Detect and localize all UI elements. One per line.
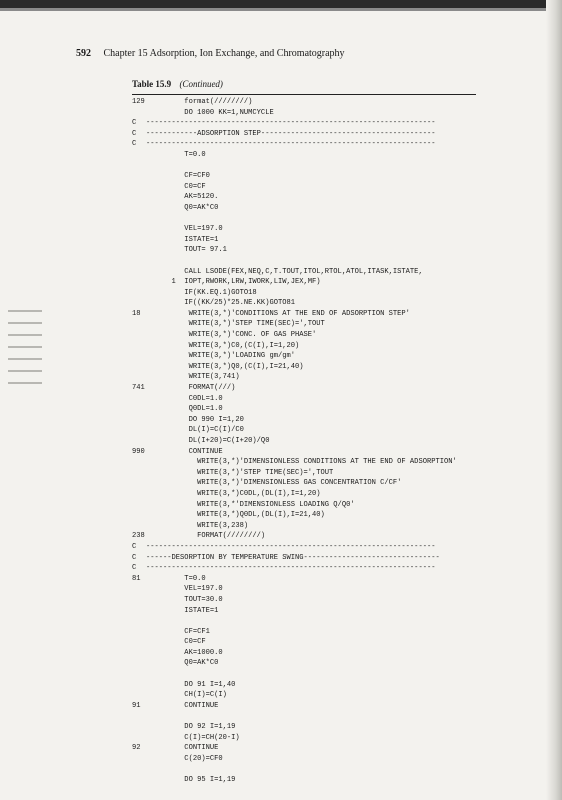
statement-label	[132, 637, 146, 648]
code-line	[132, 267, 476, 278]
code-text: DO 95 I=1,19	[146, 776, 236, 784]
statement-label: 238	[132, 532, 145, 541]
top-table-rule	[132, 94, 476, 95]
code-text: DO 1000 KK=1,NUMCYCLE	[146, 108, 274, 117]
statement-label	[132, 150, 146, 161]
page-edge-shadow	[546, 0, 562, 800]
statement-label	[132, 584, 146, 595]
statement-label	[132, 722, 146, 733]
statement-label	[132, 606, 146, 617]
code-text: AK=5120.	[146, 193, 219, 202]
code-text: TOUT= 97.1	[146, 246, 227, 255]
code-line	[132, 457, 476, 468]
code-line	[132, 775, 476, 786]
code-text: CF=CF1	[146, 627, 210, 636]
code-text: WRITE(3,*)C0DL,(DL(I),I=1,20)	[146, 489, 321, 498]
statement-label	[132, 690, 146, 701]
code-text: CF=CF0	[146, 172, 210, 181]
statement-label	[132, 245, 146, 256]
statement-label	[132, 521, 146, 532]
code-line	[132, 351, 476, 362]
code-line	[132, 161, 476, 172]
statement-label	[132, 616, 146, 627]
statement-label	[132, 341, 146, 352]
statement-label: 81	[132, 574, 141, 583]
code-line	[132, 478, 476, 489]
code-line	[132, 277, 476, 288]
code-line	[132, 542, 476, 553]
statement-label	[132, 372, 146, 383]
running-header	[76, 48, 506, 60]
code-text: WRITE(3,*)'DIMENSIONLESS CONDITIONS AT THE END OF ADSORPTION'	[146, 458, 457, 467]
table-number: Table 15.9	[132, 79, 172, 89]
code-text: WRITE(3,*)C0,(C(I),I=1,20)	[146, 341, 300, 350]
code-line	[132, 616, 476, 627]
code-line	[132, 330, 476, 341]
statement-label	[132, 224, 146, 235]
statement-label	[132, 500, 146, 511]
statement-label	[132, 298, 146, 309]
code-text: --------------------------------------------------------------------	[146, 119, 436, 128]
code-text: C(I)=CH(20-I)	[146, 733, 240, 742]
code-line	[132, 182, 476, 193]
code-line	[132, 97, 476, 108]
code-line	[132, 394, 476, 405]
code-line	[132, 415, 476, 426]
statement-label: 91	[132, 701, 141, 710]
statement-label	[132, 711, 146, 722]
statement-label	[132, 108, 146, 119]
code-text: VEL=197.0	[146, 585, 223, 594]
code-text: WRITE(3,*)'CONC. OF GAS PHASE'	[146, 331, 317, 340]
statement-label	[132, 489, 146, 500]
code-text: T=0.0	[146, 150, 206, 159]
code-text: WRITE(3,*)'STEP TIME(SEC)=',TOUT	[146, 320, 325, 329]
code-line	[132, 574, 476, 585]
code-line	[132, 108, 476, 119]
code-line	[132, 309, 476, 320]
code-text: WRITE(3,*)Q0,(C(I),I=21,40)	[146, 362, 304, 371]
code-line	[132, 341, 476, 352]
code-line	[132, 584, 476, 595]
code-line	[132, 648, 476, 659]
code-line	[132, 245, 476, 256]
statement-label: 18	[132, 309, 141, 318]
code-text: FORMAT(////////)	[146, 532, 266, 541]
statement-label	[132, 351, 146, 362]
statement-label	[132, 330, 146, 341]
code-text: WRITE(3,*)'DIMENSIONLESS GAS CONCENTRATION C/CF'	[146, 479, 402, 488]
statement-label	[132, 595, 146, 606]
code-line	[132, 606, 476, 617]
statement-label: C	[132, 119, 137, 128]
code-text: Q0=AK*C0	[146, 203, 219, 212]
bleed-through-marks	[8, 300, 42, 450]
code-text: C0DL=1.0	[146, 394, 223, 403]
statement-label	[132, 182, 146, 193]
statement-label	[132, 510, 146, 521]
table-caption	[132, 79, 223, 90]
statement-label	[132, 404, 146, 415]
code-text: FORMAT(///)	[146, 384, 236, 393]
statement-label	[132, 733, 146, 744]
statement-label	[132, 362, 146, 373]
statement-label: 129	[132, 98, 145, 106]
code-text: format(////////)	[146, 98, 253, 106]
statement-label: C	[132, 564, 137, 573]
statement-label	[132, 658, 146, 669]
code-text: IF(KK.EQ.1)GOTO18	[146, 288, 257, 297]
code-line	[132, 214, 476, 225]
code-text: WRITE(3,*)'CONDITIONS AT THE END OF ADSORPTION STEP'	[146, 309, 410, 318]
statement-label	[132, 214, 146, 225]
code-line	[132, 500, 476, 511]
statement-label	[132, 754, 146, 765]
statement-label	[132, 171, 146, 182]
code-line	[132, 563, 476, 574]
code-text: CALL LSODE(FEX,NEQ,C,T.TOUT,ITOL,RTOL,ATOL,ITASK,ISTATE,	[146, 267, 423, 276]
table-continued: (Continued)	[179, 79, 223, 89]
statement-label: C	[132, 542, 137, 551]
code-text: --------------------------------------------------------------------	[146, 542, 436, 551]
code-text: CH(I)=C(I)	[146, 691, 227, 700]
code-text: WRITE(3,*)'STEP TIME(SEC)=',TOUT	[146, 468, 334, 477]
code-line	[132, 658, 476, 669]
code-text: DL(I)=C(I)/C0	[146, 426, 244, 435]
code-line	[132, 531, 476, 542]
code-text: AK=1000.0	[146, 648, 223, 657]
statement-label	[132, 161, 146, 172]
code-line	[132, 764, 476, 775]
code-line	[132, 436, 476, 447]
statement-label	[132, 277, 146, 288]
statement-label	[132, 457, 146, 468]
code-line	[132, 129, 476, 140]
statement-label: C	[132, 140, 137, 149]
code-text: CONTINUE	[146, 744, 219, 753]
code-text: CONTINUE	[146, 701, 219, 710]
code-text: ISTATE=1	[146, 235, 219, 244]
statement-label	[132, 415, 146, 426]
code-line	[132, 404, 476, 415]
statement-label	[132, 203, 146, 214]
statement-label	[132, 468, 146, 479]
code-text: WRITE(3,741)	[146, 373, 240, 382]
code-text: CONTINUE	[146, 447, 223, 456]
statement-label: C	[132, 553, 137, 562]
code-line	[132, 298, 476, 309]
code-line	[132, 669, 476, 680]
statement-label	[132, 192, 146, 203]
statement-label	[132, 669, 146, 680]
code-line	[132, 362, 476, 373]
code-line	[132, 754, 476, 765]
code-line	[132, 203, 476, 214]
code-line	[132, 139, 476, 150]
code-text: ISTATE=1	[146, 606, 219, 615]
code-line	[132, 637, 476, 648]
code-text: --------------------------------------------------------------------	[146, 564, 436, 573]
code-line	[132, 288, 476, 299]
code-text: Q0DL=1.0	[146, 405, 223, 414]
code-text: C(20)=CF0	[146, 754, 223, 763]
statement-label: C	[132, 129, 137, 138]
code-text: C0=CF	[146, 182, 206, 191]
code-text: DO 990 I=1,20	[146, 415, 244, 424]
code-text: 1 IOPT,RWORK,LRW,IWORK,LIW,JEX,MF)	[146, 278, 321, 287]
code-text: VEL=197.0	[146, 225, 223, 234]
code-line	[132, 468, 476, 479]
code-line	[132, 224, 476, 235]
statement-label	[132, 648, 146, 659]
code-text: ------DESORPTION BY TEMPERATURE SWING--------------------------------	[146, 553, 440, 562]
code-text: WRITE(3,*)Q0DL,(DL(I),I=21,40)	[146, 511, 325, 520]
code-line	[132, 521, 476, 532]
statement-label	[132, 425, 146, 436]
statement-label: 990	[132, 447, 145, 456]
statement-label	[132, 627, 146, 638]
code-line	[132, 447, 476, 458]
code-body	[132, 97, 476, 786]
code-line	[132, 118, 476, 129]
code-line	[132, 553, 476, 564]
code-text: ------------ADSORPTION STEP-----------------------------------------	[146, 129, 436, 138]
statement-label	[132, 288, 146, 299]
statement-label: 741	[132, 384, 145, 393]
code-text: DO 92 I=1,19	[146, 723, 236, 732]
code-line	[132, 235, 476, 246]
page-number: 592	[76, 48, 91, 59]
code-line	[132, 701, 476, 712]
code-line	[132, 680, 476, 691]
code-line	[132, 510, 476, 521]
code-line	[132, 690, 476, 701]
code-line	[132, 711, 476, 722]
statement-label: 92	[132, 744, 141, 753]
statement-label	[132, 478, 146, 489]
running-head: Chapter 15 Adsorption, Ion Exchange, and Chromatography	[103, 48, 345, 59]
statement-label	[132, 394, 146, 405]
code-line	[132, 722, 476, 733]
code-text: --------------------------------------------------------------------	[146, 140, 436, 149]
code-line	[132, 319, 476, 330]
code-line	[132, 192, 476, 203]
code-line	[132, 150, 476, 161]
code-line	[132, 595, 476, 606]
code-text: WRITE(3,238)	[146, 521, 249, 530]
statement-label	[132, 235, 146, 246]
code-text: T=0.0	[146, 574, 206, 583]
code-line	[132, 372, 476, 383]
statement-label	[132, 680, 146, 691]
code-text: WRITE(3,*)'LOADING gm/gm'	[146, 352, 295, 361]
code-text: C0=CF	[146, 638, 206, 647]
statement-label	[132, 436, 146, 447]
top-rule	[0, 0, 562, 8]
code-line	[132, 171, 476, 182]
statement-label	[132, 764, 146, 775]
code-text: WRITE(3,*'DIMENSIONLESS LOADING Q/Q0'	[146, 500, 355, 509]
statement-label	[132, 256, 146, 267]
code-text: IF((KK/25)*25.NE.KK)GOTO81	[146, 299, 295, 308]
code-line	[132, 425, 476, 436]
code-line	[132, 627, 476, 638]
statement-label	[132, 775, 146, 786]
code-line	[132, 383, 476, 394]
code-text: TOUT=30.0	[146, 595, 223, 604]
code-text: Q0=AK*C0	[146, 659, 219, 668]
code-line	[132, 489, 476, 500]
code-line	[132, 743, 476, 754]
code-line	[132, 733, 476, 744]
statement-label	[132, 319, 146, 330]
top-rule-shadow	[0, 8, 562, 11]
code-line	[132, 256, 476, 267]
code-text: DO 91 I=1,40	[146, 680, 236, 689]
statement-label	[132, 267, 146, 278]
code-text: DL(I+20)=C(I+20)/Q0	[146, 437, 270, 445]
code-listing	[132, 94, 476, 786]
